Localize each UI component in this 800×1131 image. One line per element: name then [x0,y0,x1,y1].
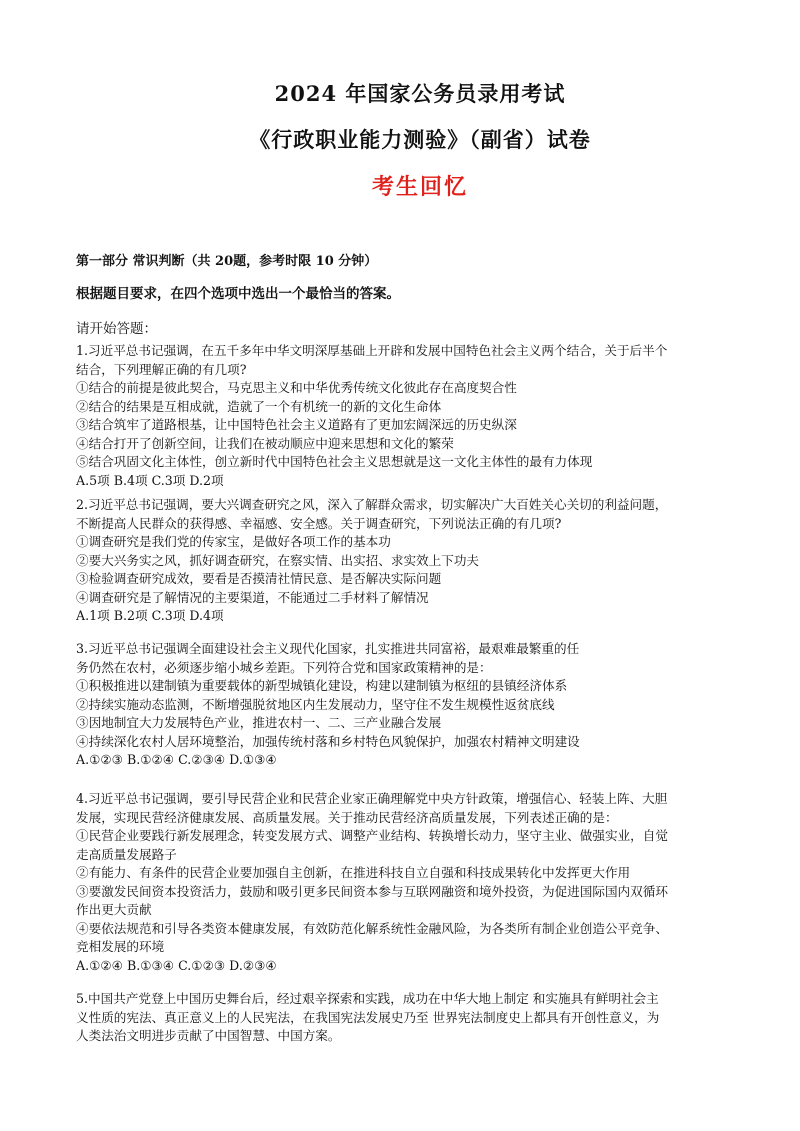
question-5 [76,990,736,1046]
question-line: 1.习近平总书记强调，在五千多年中华文明深厚基础上开辟和发展中国特色社会主义两个结合，关于后半个 [76,343,668,358]
question-option: ③因地制宜大力发展特色产业，推进农村一、二、三产业融合发展 [76,715,442,730]
answer-choices: A.①②③ B.①②④ C.②③④ D.①③④ [76,752,277,767]
question-option: ④结合打开了创新空间，让我们在被动顺应中迎来思想和文化的繁荣 [76,435,454,451]
question-line: 4.习近平总书记强调，要引导民营企业和民营企业家正确理解党中央方针政策，增强信心、轻装上阵、大胆 [76,791,668,806]
instructions: 根据题目要求，在四个选项中选出一个最恰当的答案。 [76,286,400,302]
question-line: 结合，下列理解正确的有几项? [76,361,247,377]
question-option: 走高质量发展路子 [76,846,177,862]
question-option: ②持续实施动态监测，不断增强脱贫地区内生发展动力，坚守住不发生规模性返贫底线 [76,696,555,712]
question-line: 义性质的宪法、真正意义上的人民宪法，在我国宪法发展史乃至 世界宪法制度史上都具有开创性意义，为 [76,1009,660,1025]
exam-subtitle: 考生回忆 [371,174,468,200]
exam-subject-title: 《行政职业能力测验》（副省）试卷 [249,127,591,152]
question-line: 发展，实现民营经济健康发展、高质量发展。关于推动民营经济高质量发展，下列表述正确的是： [76,809,618,825]
question-line: 2.习近平总书记强调，要大兴调查研究之风，深入了解群众需求，切实解决广大百姓关心关切的利益问题， [76,497,668,512]
question-line: 3.习近平总书记强调全面建设社会主义现代化国家，扎实推进共同富裕，最艰难最繁重的任 [76,641,580,656]
question-option: ③检验调查研究成效，要看是否摸清社情民意、是否解决实际问题 [76,571,442,586]
question-option: ③结合筑牢了道路根基，让中国特色社会主义道路有了更加宏阔深远的历史纵深 [76,417,517,432]
question-option: ①民营企业要践行新发展理念，转变发展方式、调整产业结构、转换增长动力，坚守主业、做强实业，自觉 [76,828,668,843]
question-option: ⑤结合巩固文化主体性，创立新时代中国特色社会主义思想就是这一文化主体性的最有力体现 [76,454,593,469]
section-heading: 第一部分 常识判断（共 20题，参考时限 10 分钟） [76,254,378,269]
question-1 [76,342,736,490]
question-option: 竞相发展的环境 [76,939,165,954]
question-option: ①积极推进以建制镇为重要载体的新型城镇化建设，构建以建制镇为枢纽的县镇经济体系 [76,678,568,693]
exam-title: 2024 年国家公务员录用考试 [274,81,566,106]
question-line: 5.中国共产党登上中国历史舞台后，经过艰辛探索和实践，成功在中华大地上制定 和实施具有鲜明社会主 [76,991,659,1006]
question-option: ③要激发民间资本投资活力，鼓励和吸引更多民间资本参与互联网融资和境外投资，为促进国际国内双循环 [76,883,668,899]
question-3 [76,640,736,770]
question-line: 不断提高人民群众的获得感、幸福感、安全感。关于调查研究，下列说法正确的有几项? [76,515,562,531]
question-option: ④要依法规范和引导各类资本健康发展，有效防范化解系统性金融风险，为各类所有制企业创造公平竞争、 [76,920,668,936]
answer-choices: A.①②④ B.①③④ C.①②③ D.②③④ [76,957,277,973]
question-line: 人类法治文明进步贡献了中国智慧、中国方案。 [76,1028,341,1043]
start-prompt: 请开始答题： [76,321,157,337]
question-option: ②结合的结果是互相成就，造就了一个有机统一的新的文化生命体 [76,398,442,414]
question-option: 作出更大贡献 [76,902,152,917]
question-2 [76,496,736,626]
question-option: ④持续深化农村人居环境整治，加强传统村落和乡村特色风貌保护，加强农村精神文明建设 [76,733,580,749]
question-option: ②要大兴务实之风，抓好调查研究，在察实情、出实招、求实效上下功夫 [76,552,479,568]
question-4 [76,790,736,975]
answer-choices: A.1项 B.2项 C.3项 D.4项 [76,608,224,623]
question-line: 务仍然在农村，必须逐步缩小城乡差距。下列符合党和国家政策精神的是： [76,659,492,675]
question-option: ②有能力、有条件的民营企业要加强自主创新，在推进科技自立自强和科技成果转化中发挥更大作用 [76,865,631,880]
answer-choices: A.5项 B.4项 C.3项 D.2项 [76,472,224,488]
question-option: ①调查研究是我们党的传家宝，是做好各项工作的基本功 [76,534,391,549]
question-option: ④调查研究是了解情况的主要渠道，不能通过二手材料了解情况 [76,589,429,605]
question-option: ①结合的前提是彼此契合，马克思主义和中华优秀传统文化彼此存在高度契合性 [76,380,517,395]
